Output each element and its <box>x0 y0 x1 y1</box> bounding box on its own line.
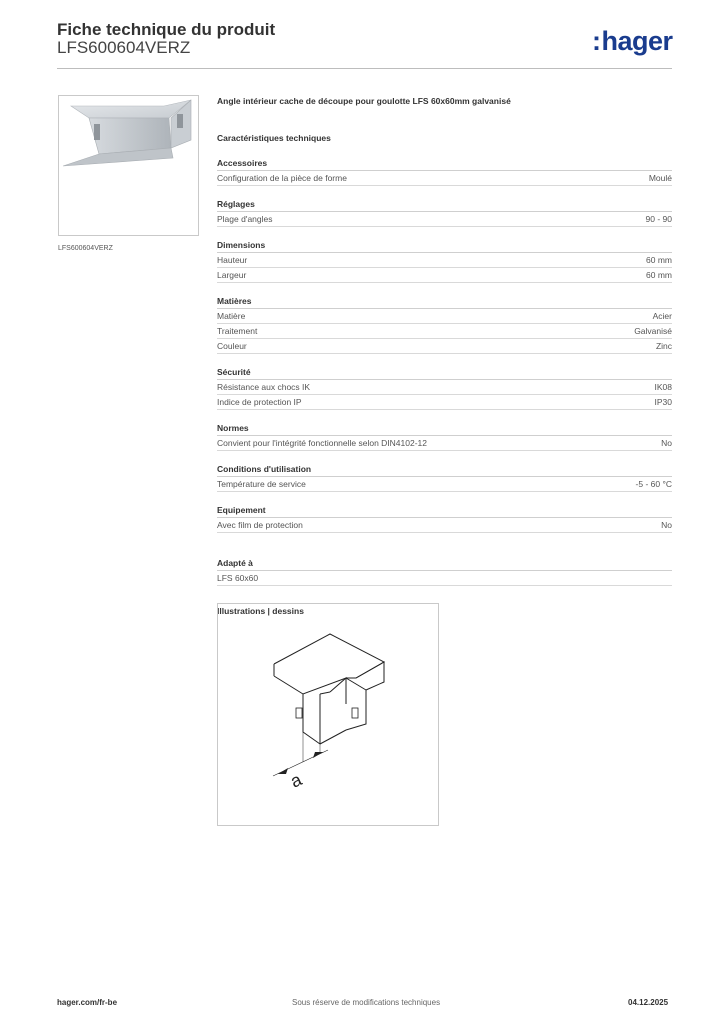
spec-value: Moulé <box>648 173 672 183</box>
technical-drawing-image <box>218 604 438 825</box>
spec-label: Avec film de protection <box>217 520 303 530</box>
spec-section <box>217 295 672 354</box>
logo-colon: : <box>592 26 601 56</box>
spec-row <box>217 268 672 283</box>
spec-value: Zinc <box>655 341 672 351</box>
footer-date: 04.12.2025 <box>628 998 669 1007</box>
spec-label: Résistance aux chocs IK <box>217 382 311 392</box>
technical-drawing <box>217 603 439 826</box>
spec-section <box>217 198 672 227</box>
spec-value: No <box>661 520 672 530</box>
illustrations-heading: Illustrations | dessins <box>217 606 304 616</box>
spec-value: 60 mm <box>646 270 672 280</box>
spec-value: 60 mm <box>646 255 672 265</box>
spec-row <box>217 171 672 186</box>
spec-value: 90 - 90 <box>645 214 672 224</box>
characteristics-heading: Caractéristiques techniques <box>217 133 331 143</box>
spec-row <box>217 253 672 268</box>
spec-row <box>217 395 672 410</box>
spec-label: Convient pour l'intégrité fonctionnelle selon DIN4102-12 <box>217 438 428 448</box>
spec-row <box>217 477 672 492</box>
spec-label: Hauteur <box>217 255 248 265</box>
spec-label: Température de service <box>217 479 306 489</box>
spec-section <box>217 157 672 186</box>
spec-section <box>217 422 672 451</box>
section-heading: Sécurité <box>217 366 672 380</box>
adapted-heading: Adapté à <box>217 557 672 571</box>
spec-sections <box>217 157 672 533</box>
section-heading: Normes <box>217 422 672 436</box>
spec-value: IP30 <box>654 397 672 407</box>
spec-section <box>217 463 672 492</box>
spec-label: Configuration de la pièce de forme <box>217 173 347 183</box>
section-heading: Equipement <box>217 504 672 518</box>
hager-logo <box>592 26 673 56</box>
spec-section <box>217 366 672 410</box>
header-divider <box>57 68 672 69</box>
spec-label: Matière <box>217 311 246 321</box>
section-heading: Accessoires <box>217 157 672 171</box>
spec-value: IK08 <box>654 382 672 392</box>
page-title: Fiche technique du produit <box>57 20 276 39</box>
section-heading: Dimensions <box>217 239 672 253</box>
product-reference: LFS600604VERZ <box>57 38 191 57</box>
product-description: Angle intérieur cache de découpe pour goulotte LFS 60x60mm galvanisé <box>217 96 511 106</box>
spec-column <box>217 95 672 618</box>
spec-section <box>217 504 672 533</box>
section-heading: Conditions d'utilisation <box>217 463 672 477</box>
product-photo-image <box>59 96 198 235</box>
spec-row <box>217 436 672 451</box>
spec-section <box>217 239 672 283</box>
logo-text: hager <box>601 26 673 56</box>
spec-row <box>217 212 672 227</box>
spec-label: Plage d'angles <box>217 214 273 224</box>
adapted-row <box>217 571 672 586</box>
spec-label: Couleur <box>217 341 247 351</box>
spec-row <box>217 518 672 533</box>
spec-row <box>217 339 672 354</box>
adapted-label: LFS 60x60 <box>217 573 259 583</box>
spec-value: No <box>661 438 672 448</box>
photo-caption: LFS600604VERZ <box>58 245 113 252</box>
spec-label: Indice de protection IP <box>217 397 302 407</box>
spec-value: -5 - 60 °C <box>635 479 672 489</box>
spec-row <box>217 309 672 324</box>
dimension-label: a <box>287 769 305 792</box>
spec-label: Largeur <box>217 270 247 280</box>
spec-row <box>217 324 672 339</box>
section-heading: Matières <box>217 295 672 309</box>
adapted-section <box>217 557 672 586</box>
product-photo <box>58 95 199 236</box>
footer-notice: Sous réserve de modifications techniques <box>292 998 441 1007</box>
spec-label: Traitement <box>217 326 258 336</box>
spec-value: Galvanisé <box>634 326 672 336</box>
spec-row <box>217 380 672 395</box>
footer-website[interactable]: hager.com/fr-be <box>57 998 118 1007</box>
section-heading: Réglages <box>217 198 672 212</box>
spec-value: Acier <box>652 311 672 321</box>
